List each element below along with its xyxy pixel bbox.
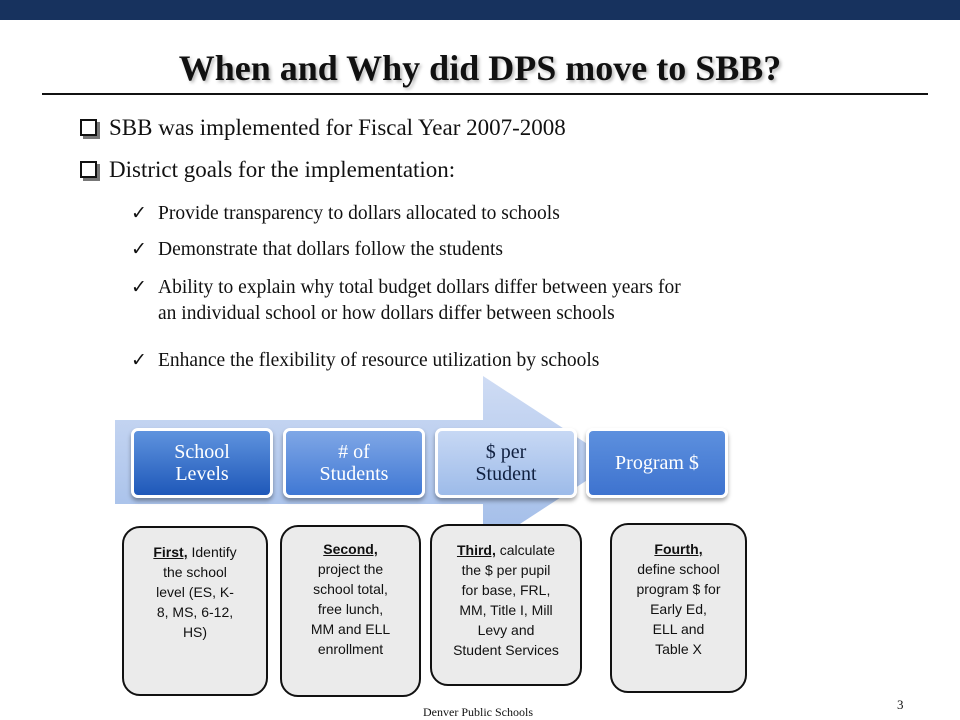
box-line: Student Services [453, 642, 559, 658]
bullet-item [80, 156, 455, 184]
box-line: program $ for [636, 581, 721, 597]
box-line [442, 540, 570, 560]
step-label: Levels [175, 463, 229, 485]
bullet-text: SBB was implemented for Fiscal Year 2007-2008 [109, 115, 566, 140]
box-lead: Second, [323, 541, 378, 557]
bullet-text: District goals for the implementation: [109, 157, 456, 182]
sub-bullet-item [131, 201, 560, 227]
step-label: # of [338, 441, 370, 463]
square-bullet-icon [80, 161, 97, 178]
box-line: Levy and [477, 622, 535, 638]
step-label: $ per [485, 441, 527, 463]
box-line: Table X [655, 641, 702, 657]
sub-bullet-item [131, 275, 681, 327]
title-underline [42, 93, 928, 95]
bullet-item [80, 114, 566, 142]
step-dollars-per-student [435, 428, 577, 498]
box-line: free lunch, [317, 601, 384, 617]
checkmark-icon: ✓ [131, 239, 147, 260]
sub-bullet-text: Enhance the flexibility of resource utilization by schools [158, 350, 600, 371]
box-line: HS) [182, 624, 208, 640]
checkmark-icon: ✓ [131, 350, 147, 371]
box-line: project the [317, 561, 384, 577]
box-line: the school [163, 564, 227, 580]
box-line: MM and ELL [310, 621, 391, 637]
sub-bullet-text: Provide transparency to dollars allocated to schools [158, 203, 560, 224]
box-line: MM, Title I, Mill [459, 602, 553, 618]
explanation-box-second [280, 525, 421, 697]
step-number-of-students [283, 428, 425, 498]
step-program-dollars [586, 428, 728, 498]
step-label: Program $ [615, 452, 699, 474]
step-school-levels [131, 428, 273, 498]
box-line: for base, FRL, [461, 582, 551, 598]
square-bullet-icon [80, 119, 97, 136]
box-text: Identify [187, 544, 237, 560]
box-lead: Third, [456, 542, 496, 558]
slide-title: When and Why did DPS move to SBB? [178, 48, 782, 88]
box-line: level (ES, K- [156, 584, 234, 600]
box-line: the $ per pupil [461, 562, 551, 578]
footer-org: Denver Public Schools [423, 705, 533, 719]
box-line: Early Ed, [650, 601, 707, 617]
sub-bullet-item [131, 237, 503, 263]
box-lead: First, [153, 544, 188, 560]
step-label: School [174, 441, 230, 463]
box-line: define school [637, 561, 720, 577]
explanation-box-third [430, 524, 582, 686]
step-label: Student [475, 463, 537, 485]
box-lead: Fourth, [654, 541, 703, 557]
checkmark-icon: ✓ [131, 277, 147, 298]
checkmark-icon: ✓ [131, 203, 147, 224]
sub-bullet-text-continued: an individual school or how dollars differ between schools [158, 303, 615, 324]
sub-bullet-item [131, 348, 599, 374]
explanation-box-first [122, 526, 268, 696]
sub-bullet-text: Demonstrate that dollars follow the students [158, 239, 503, 260]
box-line: 8, MS, 6-12, [156, 604, 234, 620]
box-line [134, 542, 256, 562]
box-line: ELL and [652, 621, 705, 637]
box-line: school total, [313, 581, 388, 597]
box-line: enrollment [317, 641, 384, 657]
box-text: calculate [495, 542, 556, 558]
top-accent-bar [0, 0, 960, 20]
explanation-box-fourth [610, 523, 747, 693]
sub-bullet-text: Ability to explain why total budget dollars differ between years for [158, 277, 681, 298]
page-number: 3 [897, 697, 904, 712]
step-label: Students [319, 463, 389, 485]
